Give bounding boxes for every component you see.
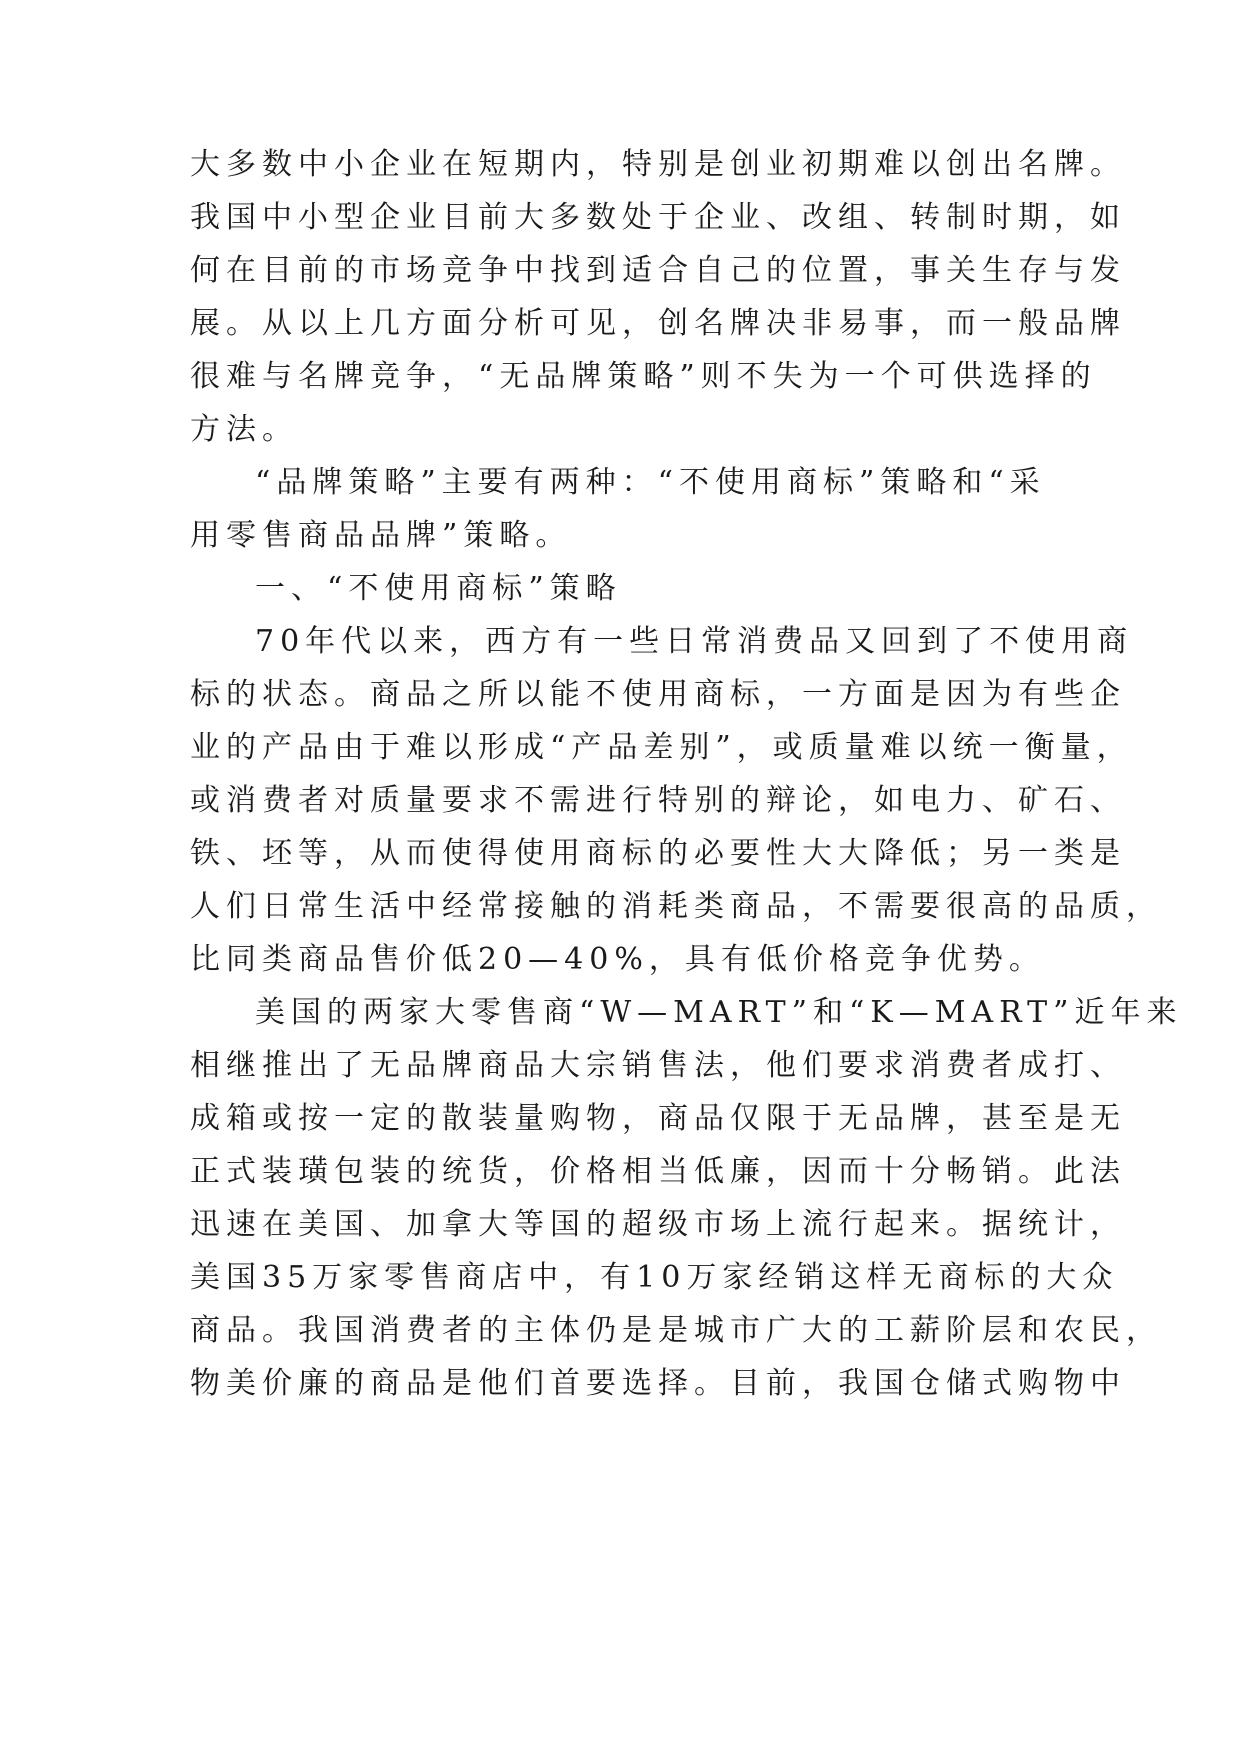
section-heading: 一、“不使用商标”策略 [255,571,622,606]
body-text-line: 或消费者对质量要求不需进行特别的辩论，如电力、矿石、 [190,783,1126,818]
body-text-line: 铁、坯等，从而使得使用商标的必要性大大降低；另一类是 [190,836,1126,871]
body-text-line: 方法。 [190,412,298,447]
body-text-line: 我国中小型企业目前大多数处于企业、改组、转制时期，如 [190,200,1126,235]
body-text-line: 业的产品由于难以形成“产品差别”，或质量难以统一衡量， [190,730,1133,765]
body-text-line: 比同类商品售价低20—40%，具有低价格竞争优势。 [190,942,1045,977]
body-text-line: 何在目前的市场竞争中找到适合自己的位置，事关生存与发 [190,253,1126,288]
body-text-line: 正式装璜包装的统货，价格相当低廉，因而十分畅销。此法 [190,1154,1126,1189]
paragraph-start-line: 70年代以来，西方有一些日常消费品又回到了不使用商 [255,624,1134,659]
body-text-line: 很难与名牌竞争，“无品牌策略”则不失为一个可供选择的 [190,359,1097,394]
body-text-line: 美国35万家零售商店中，有10万家经销这样无商标的大众 [190,1260,1119,1295]
body-text-line: 展。从以上几方面分析可见，创名牌决非易事，而一般品牌 [190,306,1126,341]
body-text-line: 物美价廉的商品是他们首要选择。目前，我国仓储式购物中 [190,1366,1126,1401]
body-text-line: 商品。我国消费者的主体仍是是城市广大的工薪阶层和农民， [190,1313,1162,1348]
body-text-line: 大多数中小企业在短期内，特别是创业初期难以创出名牌。 [190,147,1126,182]
paragraph-start-line: “品牌策略”主要有两种：“不使用商标”策略和“采 [255,465,1046,500]
body-text-line: 用零售商品品牌”策略。 [190,518,572,553]
body-text-line: 迅速在美国、加拿大等国的超级市场上流行起来。据统计， [190,1207,1126,1242]
body-text-line: 成箱或按一定的散装量购物，商品仅限于无品牌，甚至是无 [190,1101,1126,1136]
body-text-line: 人们日常生活中经常接触的消耗类商品，不需要很高的品质， [190,889,1162,924]
body-text-line: 相继推出了无品牌商品大宗销售法，他们要求消费者成打、 [190,1048,1126,1083]
paragraph-start-line: 美国的两家大零售商“W—MART”和“K—MART”近年来 [255,995,1183,1030]
body-text-line: 标的状态。商品之所以能不使用商标，一方面是因为有些企 [190,677,1126,712]
